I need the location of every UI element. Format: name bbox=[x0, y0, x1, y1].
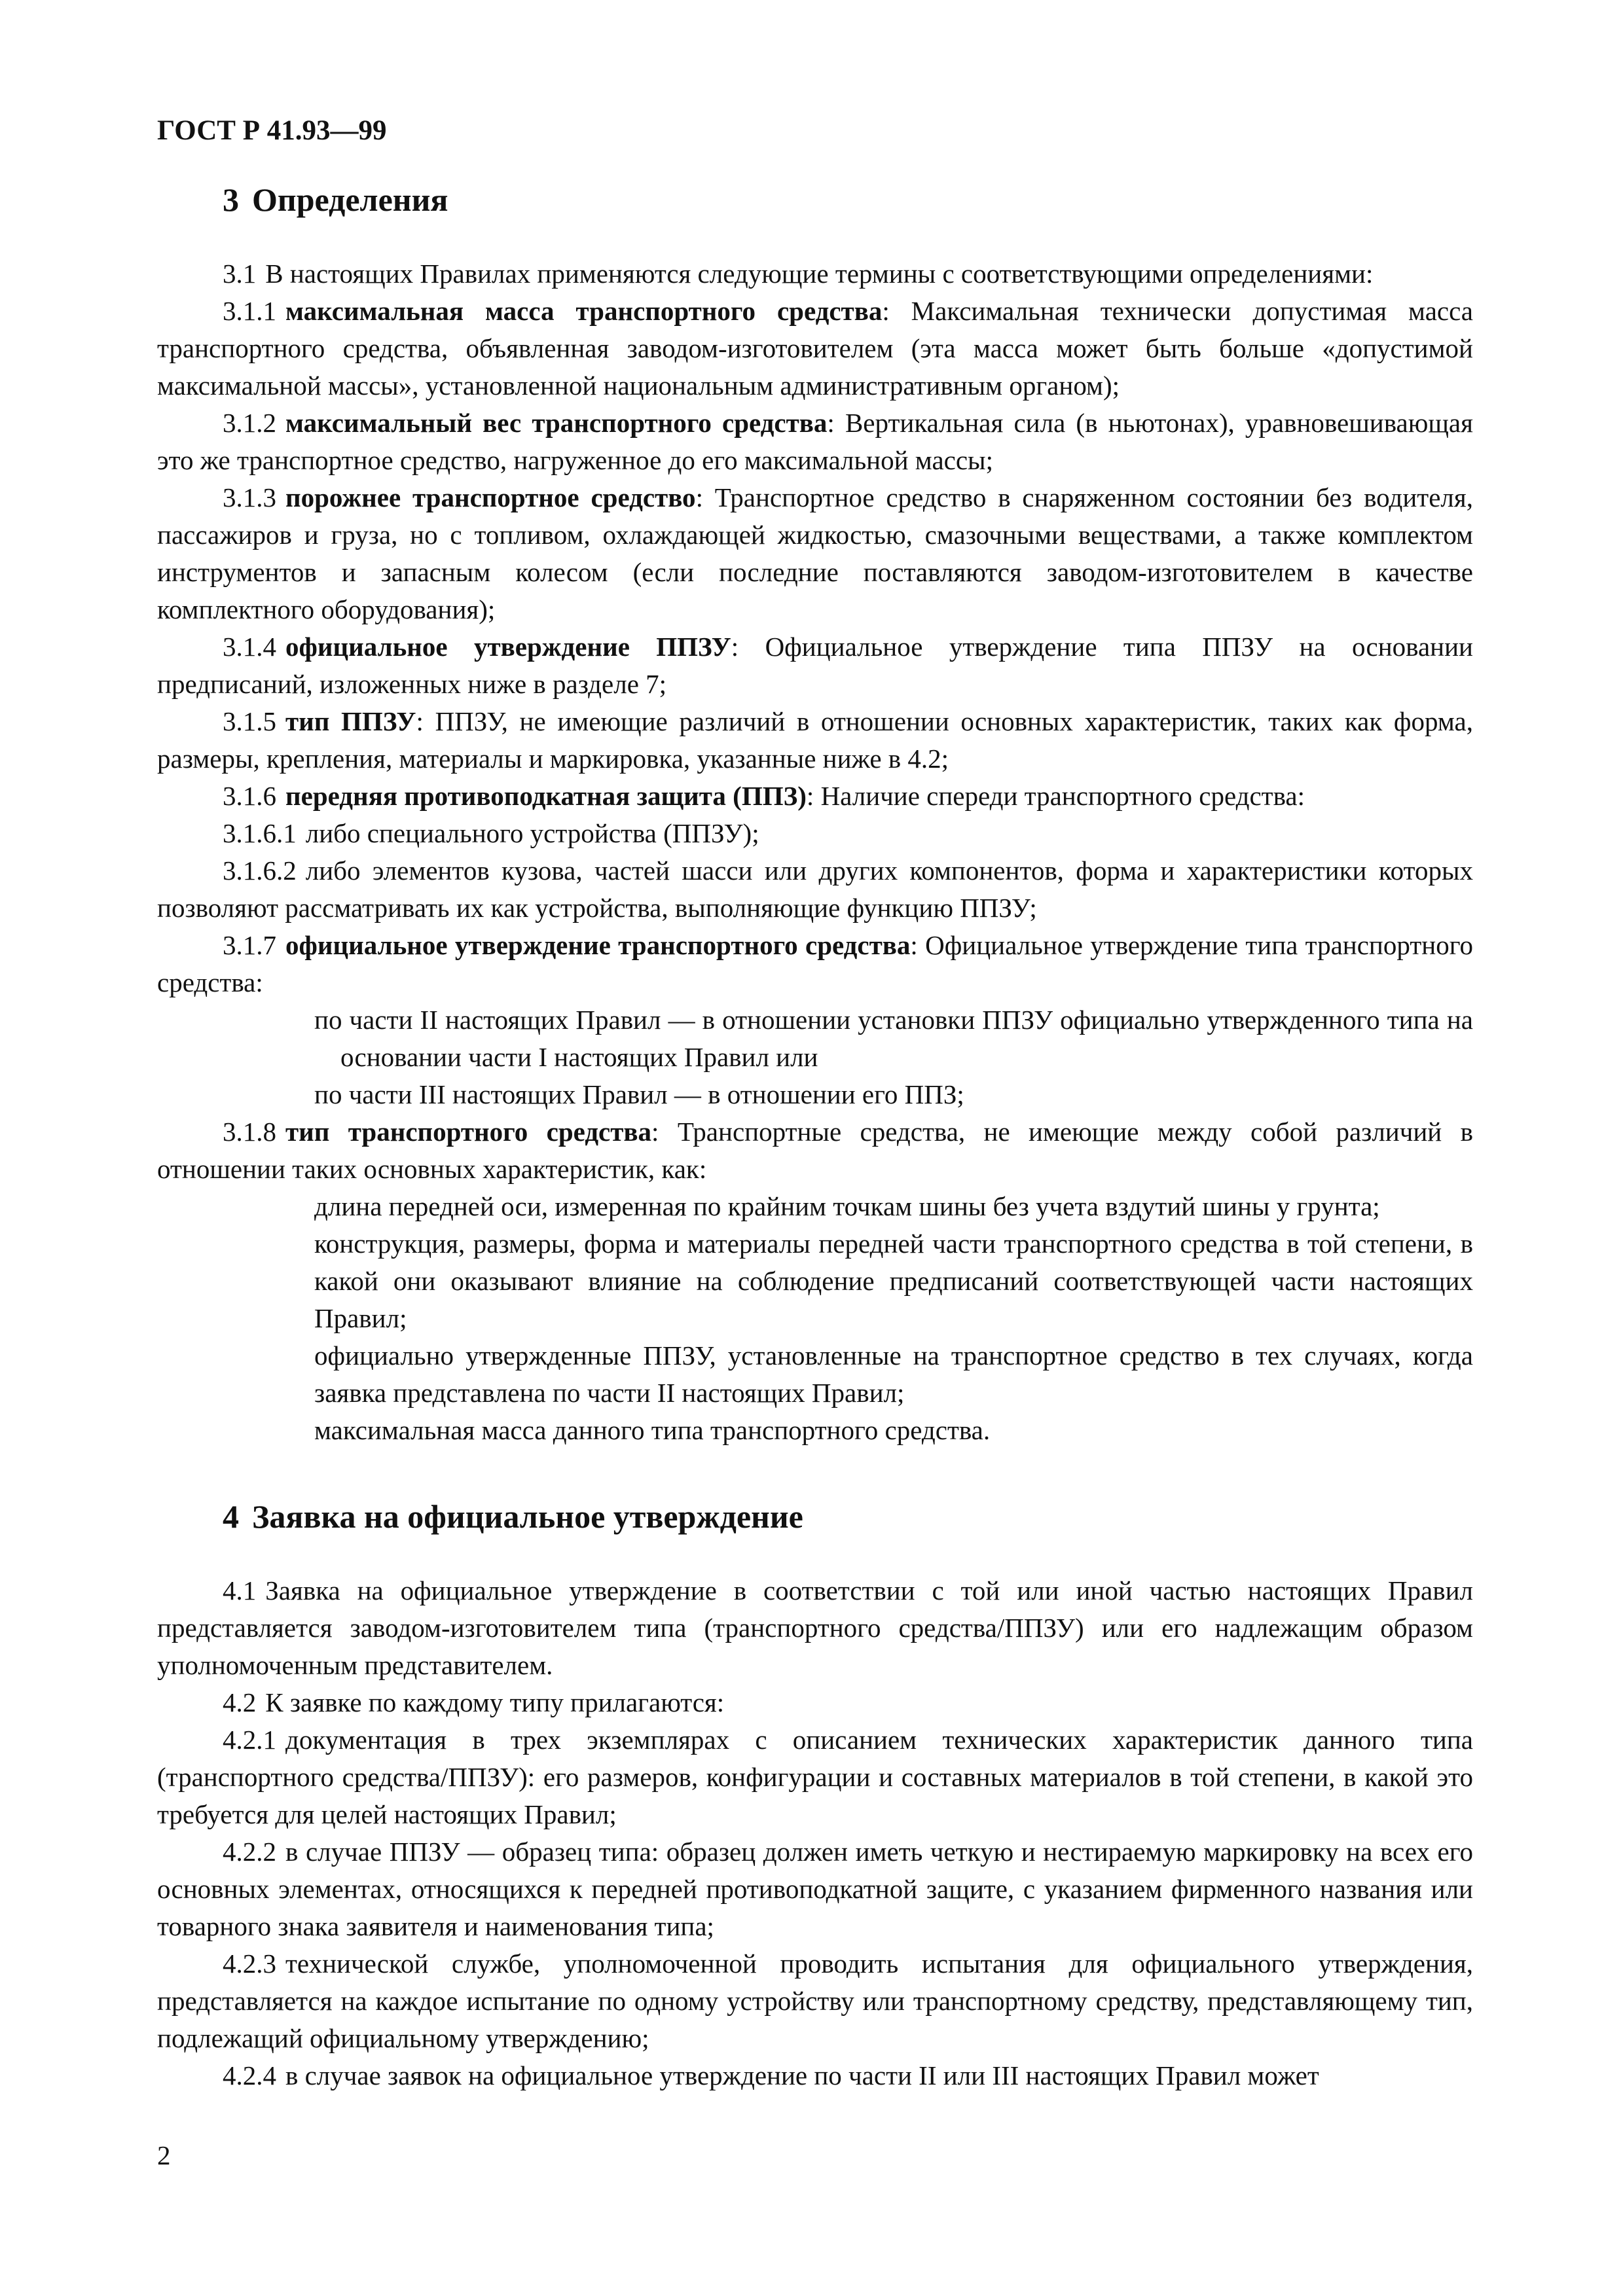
clause-number: 4.2.1 bbox=[223, 1725, 276, 1755]
clause-text: технической службе, уполномоченной проводить испытания для официального утверждения, представляется на каждое испытание по одному устройству или транспортному средству, представляющему тип, подлежащий официальному утверждению; bbox=[157, 1948, 1473, 2053]
defined-term: тип транспортного средства bbox=[285, 1117, 652, 1147]
defined-term: официальное утверждение транспортного средства bbox=[285, 930, 911, 960]
clause-number: 3.1.6.2 bbox=[223, 855, 297, 886]
clause-3-1-5 bbox=[157, 703, 1473, 778]
clause-number: 3.1.6 bbox=[223, 781, 276, 811]
page-number: 2 bbox=[157, 2140, 171, 2170]
clause-3-1-6-1 bbox=[157, 815, 1473, 852]
clause-4-2-2 bbox=[157, 1833, 1473, 1945]
clause-text: : Транспортные средства, не имеющие между собой различий в отношении таких основных характеристик, как: bbox=[157, 1117, 1473, 1184]
section-3-title: Определения bbox=[252, 181, 448, 218]
section-3-number: 3 bbox=[223, 181, 239, 218]
clause-number: 3.1.8 bbox=[223, 1117, 276, 1147]
clause-text: в случае заявок на официальное утверждение по части II или III настоящих Правил может bbox=[285, 2060, 1319, 2090]
clause-text: К заявке по каждому типу прилагаются: bbox=[265, 1687, 725, 1717]
clause-3-1-7 bbox=[157, 927, 1473, 1001]
clause-3-1-3 bbox=[157, 479, 1473, 628]
section-4-heading bbox=[157, 1495, 1473, 1538]
defined-term: максимальная масса транспортного средства bbox=[285, 296, 883, 326]
clause-3-1-1 bbox=[157, 293, 1473, 404]
document-code: ГОСТ Р 41.93—99 bbox=[157, 115, 387, 146]
clause-text: : Максимальная технически допустимая масса транспортного средства, объявленная заводом-изготовителем (эта масса может быть больше «допустимой максимальной массы», установленной национальным административным органом); bbox=[157, 296, 1473, 401]
list-item: конструкция, размеры, форма и материалы передней части транспортного средства в той степени, в какой они оказывают влияние на соблюдение предписаний соответствующей части настоящих Правил; bbox=[314, 1229, 1473, 1333]
clause-4-2-4 bbox=[157, 2057, 1473, 2094]
section-4-number: 4 bbox=[223, 1498, 239, 1535]
clause-number: 3.1.5 bbox=[223, 706, 276, 736]
clause-3-1-8 bbox=[157, 1113, 1473, 1188]
defined-term: тип ППЗУ bbox=[285, 706, 416, 736]
clause-3-1 bbox=[157, 255, 1473, 293]
clause-text: : ППЗУ, не имеющие различий в отношении основных характеристик, таких как форма, размеры, крепления, материалы и маркировка, указанные ниже в 4.2; bbox=[157, 706, 1473, 774]
clause-number: 4.2 bbox=[223, 1687, 257, 1717]
clause-4-2 bbox=[157, 1684, 1473, 1721]
clause-3-1-7-list bbox=[314, 1001, 1473, 1113]
clause-number: 3.1.7 bbox=[223, 930, 276, 960]
clause-number: 3.1.6.1 bbox=[223, 818, 297, 848]
clause-text: : Наличие спереди транспортного средства: bbox=[806, 781, 1305, 811]
defined-term: передняя противоподкатная защита (ППЗ) bbox=[285, 781, 807, 811]
defined-term: порожнее транспортное средство bbox=[285, 482, 696, 512]
defined-term: максимальный вес транспортного средства bbox=[285, 408, 828, 438]
clause-3-1-8-list bbox=[314, 1188, 1473, 1449]
clause-4-1 bbox=[157, 1572, 1473, 1684]
clause-number: 3.1.2 bbox=[223, 408, 276, 438]
clause-text: : Официальное утверждение типа ППЗУ на основании предписаний, изложенных ниже в разделе 7; bbox=[157, 632, 1473, 699]
clause-number: 4.2.3 bbox=[223, 1948, 276, 1979]
clause-number: 4.2.4 bbox=[223, 2060, 276, 2090]
clause-4-2-1 bbox=[157, 1721, 1473, 1833]
section-3-heading bbox=[157, 178, 1473, 221]
list-item: по части II настоящих Правил — в отношении установки ППЗУ официально утвержденного типа на основании части I настоящих Правил или bbox=[314, 1005, 1473, 1072]
clause-number: 3.1.3 bbox=[223, 482, 276, 512]
clause-number: 3.1.1 bbox=[223, 296, 276, 326]
clause-3-1-6 bbox=[157, 778, 1473, 815]
clause-3-1-6-2 bbox=[157, 852, 1473, 927]
clause-number: 3.1.4 bbox=[223, 632, 276, 662]
clause-number: 3.1 bbox=[223, 259, 257, 289]
list-item: максимальная масса данного типа транспортного средства. bbox=[314, 1415, 991, 1445]
clause-text: либо элементов кузова, частей шасси или других компонентов, форма и характеристики которых позволяют рассматривать их как устройства, выполняющие функцию ППЗУ; bbox=[157, 855, 1473, 923]
list-item: официально утвержденные ППЗУ, установленные на транспортное средство в тех случаях, когда заявка представлена по части II настоящих Правил; bbox=[314, 1340, 1473, 1408]
document-page bbox=[157, 111, 1473, 2094]
section-4-title: Заявка на официальное утверждение bbox=[252, 1498, 803, 1535]
clause-4-2-3 bbox=[157, 1945, 1473, 2057]
clause-text: : Вертикальная сила (в ньютонах), уравновешивающая это же транспортное средство, нагруженное до его максимальной массы; bbox=[157, 408, 1473, 475]
clause-3-1-2 bbox=[157, 404, 1473, 479]
clause-number: 4.1 bbox=[223, 1575, 257, 1605]
clause-text: документация в трех экземплярах с описанием технических характеристик данного типа (транспортного средства/ППЗУ): его размеров, конфигурации и составных материалов в той степени, в какой это требуется для целей настоящих Правил; bbox=[157, 1725, 1473, 1829]
clause-3-1-4 bbox=[157, 628, 1473, 703]
list-item: по части III настоящих Правил — в отношении его ППЗ; bbox=[314, 1079, 964, 1109]
clause-text: в случае ППЗУ — образец типа: образец должен иметь четкую и нестираемую маркировку на всех его основных элементах, относящихся к передней противоподкатной защите, с указанием фирменного названия или товарного знака заявителя и наименования типа; bbox=[157, 1837, 1473, 1941]
defined-term: официальное утверждение ППЗУ bbox=[285, 632, 731, 662]
clause-text: либо специального устройства (ППЗУ); bbox=[305, 818, 759, 848]
clause-text: : Официальное утверждение типа транспортного средства: bbox=[157, 930, 1473, 997]
clause-number: 4.2.2 bbox=[223, 1837, 276, 1867]
list-item: длина передней оси, измеренная по крайним точкам шины без учета вздутий шины у грунта; bbox=[314, 1191, 1380, 1221]
clause-text: : Транспортное средство в снаряженном состоянии без водителя, пассажиров и груза, но с топливом, охлаждающей жидкостью, смазочными веществами, а также комплектом инструментов и запасным колесом (если последние поставляются заводом-изготовителем в качестве комплектного оборудования); bbox=[157, 482, 1473, 624]
clause-text: В настоящих Правилах применяются следующие термины с соответствующими определениями: bbox=[265, 259, 1374, 289]
clause-text: Заявка на официальное утверждение в соответствии с той или иной частью настоящих Правил представляется заводом-изготовителем типа (транспортного средства/ППЗУ) или его надлежащим образом уполномоченным представителем. bbox=[157, 1575, 1473, 1680]
